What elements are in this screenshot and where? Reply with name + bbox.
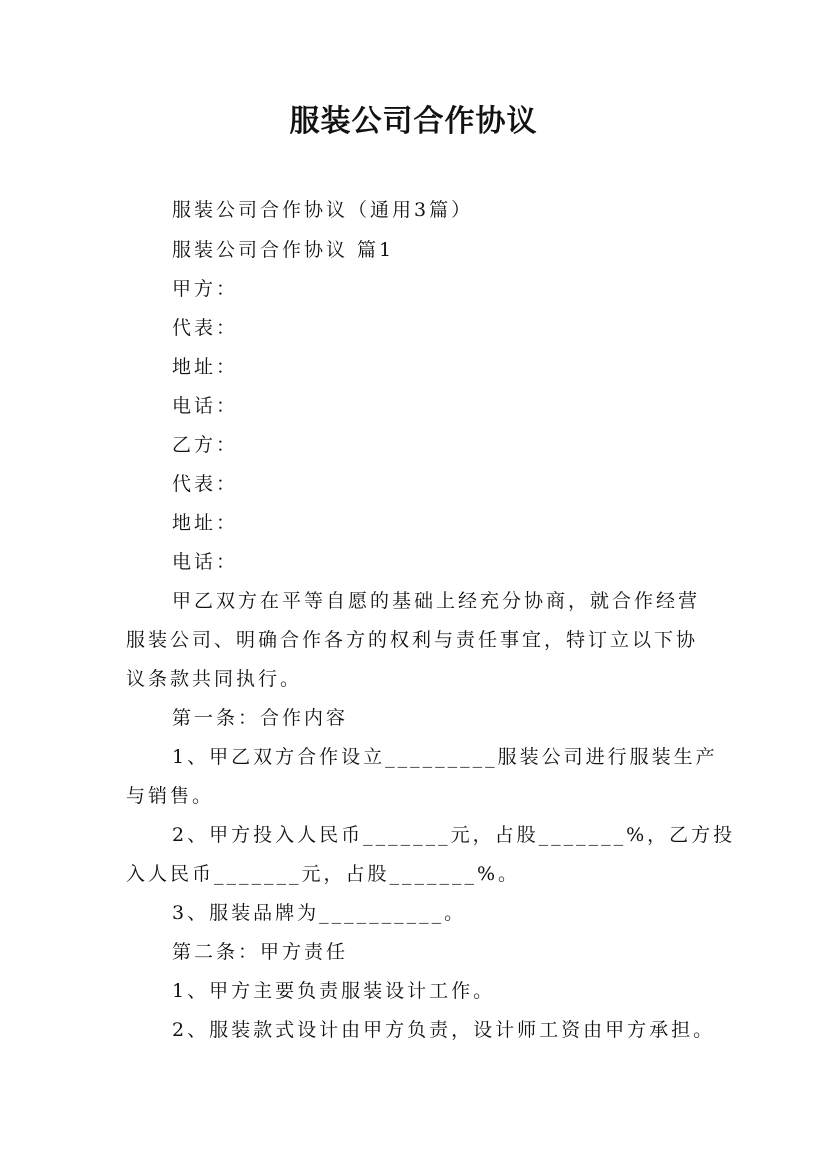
party-b-representative: 代表： (172, 473, 239, 495)
party-b-phone: 电话： (172, 551, 239, 573)
clause-line: 与销售。 (126, 785, 215, 807)
document-title: 服装公司合作协议 (289, 104, 538, 139)
article-heading: 第二条：甲方责任 (172, 941, 349, 963)
clause-line: 1、甲方主要负责服装设计工作。 (172, 980, 496, 1002)
clause-line: 入人民币_______元，占股_______%。 (126, 863, 521, 885)
party-a-phone: 电话： (172, 395, 239, 417)
clause-line: 2、服装款式设计由甲方负责，设计师工资由甲方承担。 (172, 1019, 716, 1041)
party-b-label: 乙方： (172, 434, 239, 456)
article-heading: 第一条：合作内容 (172, 707, 349, 729)
intro-paragraph-line: 议条款共同执行。 (126, 668, 303, 690)
party-b-address: 地址： (172, 512, 239, 534)
clause-line: 3、服装品牌为__________。 (172, 902, 467, 924)
intro-paragraph-line: 服装公司、明确合作各方的权利与责任事宜，特订立以下协 (126, 629, 699, 651)
subtitle-line: 服装公司合作协议（通用3篇） (172, 199, 474, 221)
section-heading: 服装公司合作协议 篇1 (172, 239, 395, 261)
clause-line: 1、甲乙双方合作设立_________服装公司进行服装生产 (172, 746, 718, 768)
party-a-label: 甲方： (172, 278, 239, 300)
party-a-representative: 代表： (172, 317, 239, 339)
intro-paragraph-line: 甲乙双方在平等自愿的基础上经充分协商，就合作经营 (172, 590, 701, 612)
party-a-address: 地址： (172, 356, 239, 378)
clause-line: 2、甲方投入人民币_______元，占股_______%，乙方投 (172, 824, 736, 846)
